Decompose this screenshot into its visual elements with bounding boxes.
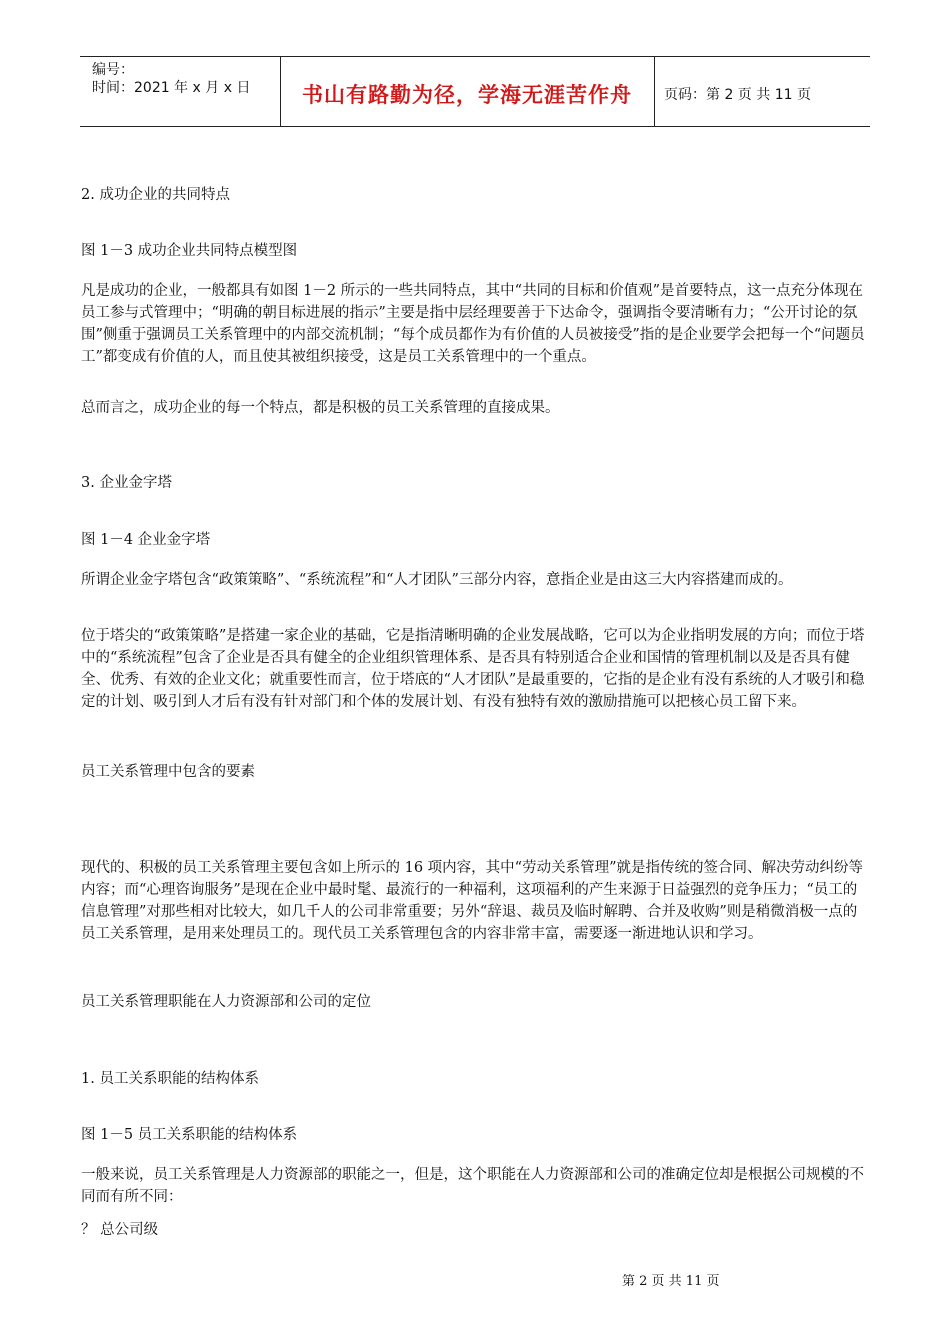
header-motto: 书山有路勤为径，学海无涯苦作舟 — [302, 83, 632, 107]
figure-caption-1-5: 图 1－5 员工关系职能的结构体系 — [81, 1127, 298, 1143]
section-heading-success-features: 2. 成功企业的共同特点 — [81, 187, 230, 203]
paragraph-success-features: 凡是成功的企业，一般都具有如图 1－2 所示的一些共同特点，其中“共同的目标和价值观”是首要特点，这一点充分体现在员工参与式管理中；“明确的朝目标进展的指示”主要是指中层经理要善于下达命令，强调指令要清晰有力；“公开讨论的氛围”侧重于强调员工关系管理中的内部交流机制；“每个成员都作为有价值的人员被接受”指的是企业要学会把每一个“问题员工”都变成有价值的人，而且使其被组织接受，这是员工关系管理中的一个重点。 — [81, 283, 865, 365]
paragraph-summary: 总而言之，成功企业的每一个特点，都是积极的员工关系管理的直接成果。 — [81, 400, 560, 416]
section-heading-pyramid: 3. 企业金字塔 — [81, 475, 172, 491]
bullet-head-office-level: ？ 总公司级 — [81, 1222, 159, 1238]
page-footer: 第 2 页 共 11 页 — [622, 1274, 720, 1289]
section-heading-structure: 1. 员工关系职能的结构体系 — [81, 1071, 259, 1087]
figure-caption-1-4: 图 1－4 企业金字塔 — [81, 532, 211, 548]
paragraph-pyramid-detail: 位于塔尖的“政策策略”是搭建一家企业的基础，它是指清晰明确的企业发展战略，它可以为企业指明发展的方向；而位于塔中的“系统流程”包含了企业是否具有健全的企业组织管理体系、是否具有特别适合企业和国情的管理机制以及是否具有健全、优秀、有效的企业文化；就重要性而言，位于塔底的“人才团队”是最重要的，它指的是企业有没有系统的人才吸引和稳定的计划、吸引到人才后有没有针对部门和个体的发展计划、有没有独特有效的激励措施可以把核心员工留下来。 — [81, 628, 865, 710]
section-heading-elements: 员工关系管理中包含的要素 — [81, 764, 255, 780]
figure-caption-1-3: 图 1－3 成功企业共同特点模型图 — [81, 243, 298, 259]
paragraph-structure: 一般来说，员工关系管理是人力资源部的职能之一，但是，这个职能在人力资源部和公司的准确定位却是根据公司规模的不同而有所不同： — [81, 1167, 864, 1205]
header-page-cell — [654, 57, 870, 126]
document-number-label: 编号： — [92, 62, 134, 78]
document-time-label: 时间：2021 年 x 月 x 日 — [92, 80, 251, 96]
section-heading-positioning: 员工关系管理职能在人力资源部和公司的定位 — [81, 994, 371, 1010]
paragraph-elements: 现代的、积极的员工关系管理主要包含如上所示的 16 项内容，其中“劳动关系管理”就是指传统的签合同、解决劳动纠纷等内容；而“心理咨询服务”是现在企业中最时髦、最流行的一种福利，这项福利的产生来源于日益强烈的竞争压力；“员工的信息管理”对那些相对比较大，如几千人的公司非常重要；另外“辞退、裁员及临时解聘、合并及收购”则是稍微消极一点的员工关系管理，是用来处理员工的。现代员工关系管理包含的内容非常丰富，需要逐一渐进地认识和学习。 — [81, 860, 863, 942]
header-page-info: 页码：第 2 页 共 11 页 — [664, 87, 811, 103]
header-meta-cell — [80, 57, 281, 126]
paragraph-pyramid-intro: 所谓企业金字塔包含“政策策略”、“系统流程”和“人才团队”三部分内容，意指企业是由这三大内容搭建而成的。 — [81, 572, 793, 588]
document-header — [80, 56, 870, 127]
header-motto-cell — [280, 57, 655, 126]
